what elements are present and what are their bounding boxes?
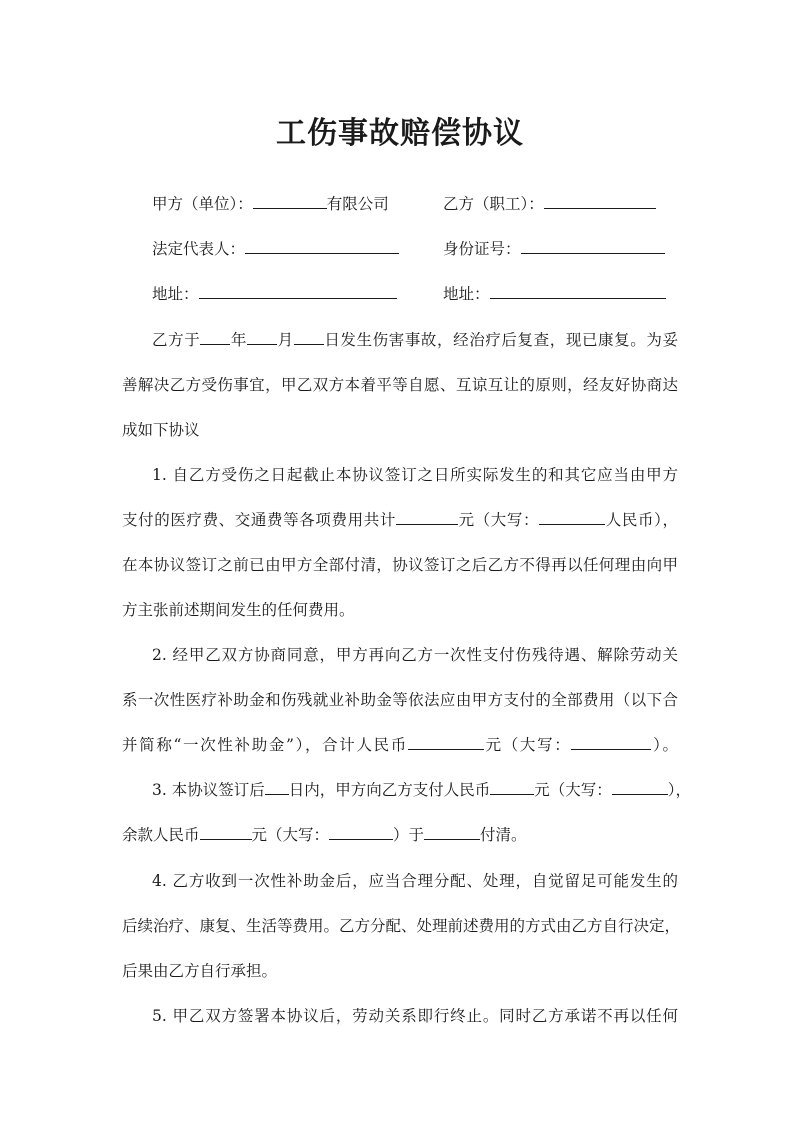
first-payment-capital-blank[interactable] [612,780,668,795]
address-b-field [443,284,666,304]
clause-3-line-1 [152,780,692,800]
accident-year-blank[interactable] [200,330,230,345]
document-title: 工伤事故赔偿协议 [276,116,524,151]
legal-rep-field [152,239,399,259]
medical-fee-amount-blank[interactable] [396,510,458,525]
clause-text: ）于 [393,826,425,844]
intro-line-3: 成如下协议 [122,421,200,439]
intro-text: 年 [230,331,248,349]
party-a-label: 甲方（单位）： [152,195,253,213]
accident-month-blank[interactable] [247,330,277,345]
medical-fee-capital-blank[interactable] [539,510,605,525]
clause-text: 元（大写： [534,781,612,799]
clause-text: 日内，甲方向乙方支付人民币 [288,781,491,799]
clause-1-line-1: 1. 自乙方受伤之日起截止本协议签订之日所实际发生的和其它应当由甲方 [152,466,678,484]
accident-day-blank[interactable] [294,330,324,345]
clause-3-line-2 [122,825,527,845]
balance-amount-blank[interactable] [200,825,252,840]
clause-text: 支付的医疗费、交通费等各项费用共计 [122,511,396,529]
clause-5-line-1: 5. 甲乙双方签署本协议后，劳动关系即行终止。同时乙方承诺不再以任何 [152,1007,678,1025]
legal-rep-label: 法定代表人： [152,240,246,258]
clause-text: 元（大写： [457,511,540,529]
address-b-blank[interactable] [490,284,666,299]
first-payment-amount-blank[interactable] [490,780,534,795]
intro-text: 月 [277,331,294,349]
party-b-label: 乙方（职工）： [443,195,544,213]
legal-rep-blank[interactable] [245,239,399,254]
payment-days-blank[interactable] [265,780,289,795]
clause-text: 人民币）， [605,511,678,529]
clause-text: ）， [667,781,692,799]
clause-text: 3. 本协议签订后 [152,781,265,799]
id-number-blank[interactable] [521,239,665,254]
clause-4-line-1: 4. 乙方收到一次性补助金后，应当合理分配、处理，自觉留足可能发生的 [152,872,678,890]
clause-4-line-3: 后果由乙方自行承担。 [122,962,278,980]
clause-text: 并简称“一次性补助金”），合计人民币 [122,736,408,754]
clause-text: 付清。 [480,826,527,844]
lump-sum-capital-blank[interactable] [571,735,651,750]
clause-1-line-2 [122,510,678,530]
id-number-field [443,239,665,259]
address-a-blank[interactable] [199,284,397,299]
clause-text: 元（大写： [483,736,572,754]
address-b-label: 地址： [443,285,490,303]
clause-text: 余款人民币 [122,826,200,844]
balance-date-blank[interactable] [424,825,480,840]
clause-text: ）。 [651,736,678,754]
intro-line-1 [152,330,678,350]
clause-1-line-4: 方主张前述期间发生的任何费用。 [122,601,355,619]
clause-2-line-1: 2. 经甲乙双方协商同意，甲方再向乙方一次性支付伤残待遇、解除劳动关 [152,646,678,664]
clause-2-line-3 [122,735,678,755]
party-a-blank[interactable] [253,194,327,209]
party-b-blank[interactable] [544,194,656,209]
id-number-label: 身份证号： [443,240,521,258]
party-a-field [152,194,389,214]
intro-line-2: 善解决乙方受伤事宜，甲乙双方本着平等自愿、互谅互让的原则，经友好协商达 [122,376,678,394]
intro-text: 日发生伤害事故，经治疗后复查，现已康复。为妥 [323,331,678,349]
clause-2-line-2: 系一次性医疗补助金和伤残就业补助金等依法应由甲方支付的全部费用（以下合 [122,691,678,709]
clause-4-line-2: 后续治疗、康复、生活等费用。乙方分配、处理前述费用的方式由乙方自行决定， [122,917,681,935]
party-b-field [443,194,656,214]
lump-sum-amount-blank[interactable] [408,735,484,750]
clause-1-line-3: 在本协议签订之前已由甲方全部付清，协议签订之后乙方不得再以任何理由向甲 [122,556,678,574]
balance-capital-blank[interactable] [329,825,393,840]
clause-text: 元（大写： [251,826,330,844]
intro-text: 乙方于 [152,331,201,349]
address-a-field [152,284,397,304]
address-a-label: 地址： [152,285,199,303]
party-a-suffix: 有限公司 [326,195,389,213]
